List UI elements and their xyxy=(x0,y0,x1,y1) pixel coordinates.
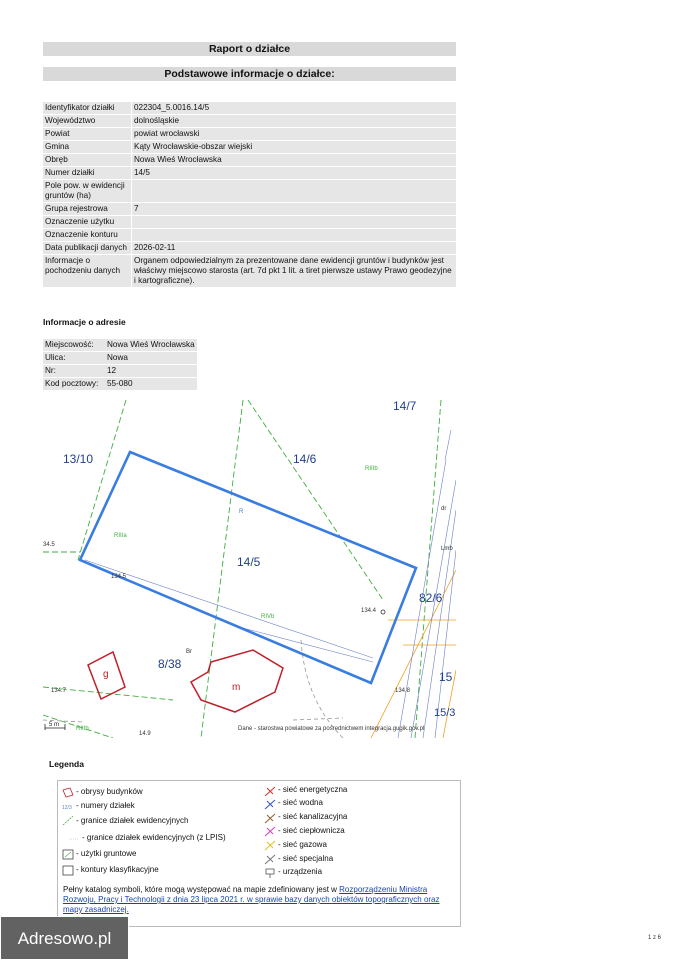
table-row xyxy=(43,180,456,202)
label-134-8: 134.8 xyxy=(395,688,411,694)
row-value: 022304_5.0016.14/5 xyxy=(131,102,456,114)
legend-note-text: Pełny katalog symboli, które mogą występować na mapie zdefiniowany jest w xyxy=(63,885,340,894)
row-value: Nowa xyxy=(105,352,197,364)
table-row xyxy=(43,141,456,153)
row-label: Obręb xyxy=(43,154,131,166)
label-134-5: 134.5 xyxy=(111,574,127,580)
label-14-5: 14/5 xyxy=(237,555,261,569)
row-label: Data publikacji danych xyxy=(43,242,131,254)
label-14-7: 14/7 xyxy=(393,400,417,413)
table-row xyxy=(43,352,197,364)
scale-bar xyxy=(45,722,65,730)
row-value xyxy=(131,180,456,202)
row-label: Grupa rejestrowa xyxy=(43,203,131,215)
regulation-link[interactable]: Rozporządzeniu Ministra Rozwoju, Pracy i Technologii z dnia 23 lipca 2021 r. w sprawie bazy danych obiektów topograficznych oraz mapy zasadniczej. xyxy=(63,885,440,914)
label-134-7: 134.7 xyxy=(51,688,67,694)
row-label: Miejscowość: xyxy=(43,339,105,351)
watermark-logo: Adresowo.pl xyxy=(0,916,129,960)
legend-item-label: - granice działek ewidencyjnych xyxy=(76,816,189,825)
row-label: Ulica: xyxy=(43,352,105,364)
table-row xyxy=(43,203,456,215)
heat-network-icon xyxy=(264,824,276,835)
table-row xyxy=(43,255,456,287)
sewer-network-icon xyxy=(264,811,276,822)
row-value: Organem odpowiedzialnym za prezentowane dane ewidencji gruntów i budynków jest właściwy miejscowo starosta (art. 7d pkt 1 lit. a tiret pierwsze ustawy Prawo geodezyjne i kartograficzne). xyxy=(131,255,456,287)
legend-item-label: - kontury klasyfikacyjne xyxy=(76,865,159,874)
legend-heading: Legenda xyxy=(49,759,84,769)
row-value: 2026-02-11 xyxy=(131,242,456,254)
map-credit: Dane - starostwa powiatowe za pośrednictwem integracja.gugik.gov.pl xyxy=(238,726,425,732)
terrain-lines xyxy=(43,640,343,738)
row-value xyxy=(131,229,456,241)
parcel-map xyxy=(43,400,456,738)
row-value: Nowa Wieś Wrocławska xyxy=(107,340,195,349)
label-134-4: 134.4 xyxy=(361,608,377,614)
label-14-9: 14.9 xyxy=(139,731,151,737)
report-title: Raport o działce xyxy=(43,42,456,56)
legend-item-label: - sieć ciepłownicza xyxy=(278,826,345,835)
energy-network-icon xyxy=(264,784,276,795)
row-label: Kod pocztowy: xyxy=(43,378,105,390)
gas-network-icon xyxy=(264,838,276,849)
label-lmb: Lmb xyxy=(441,546,453,552)
table-row xyxy=(43,216,456,228)
row-label: Oznaczenie użytku xyxy=(43,216,131,228)
parcel-number-icon xyxy=(62,799,74,810)
row-value: 12 xyxy=(105,365,197,377)
land-use-icon xyxy=(62,847,74,858)
legend-item-label: - użytki gruntowe xyxy=(76,849,137,858)
building-m xyxy=(191,650,283,712)
label-building-m: m xyxy=(232,682,241,693)
label-13-10: 13/10 xyxy=(63,452,94,466)
row-label: Powiat xyxy=(43,128,131,140)
label-br: Br xyxy=(186,649,192,655)
page-number: 1 z 6 xyxy=(648,935,662,941)
row-label: Oznaczenie konturu xyxy=(43,229,131,241)
table-row xyxy=(43,128,456,140)
row-label: Gmina xyxy=(43,141,131,153)
table-row xyxy=(43,167,456,179)
soil-class-icon xyxy=(62,863,74,874)
row-value: 14/5 xyxy=(131,167,456,179)
scale-bar-label: 5 m xyxy=(49,722,60,728)
table-row xyxy=(43,378,197,390)
label-8-38: 8/38 xyxy=(158,657,182,671)
survey-point xyxy=(381,610,385,614)
row-value: Nowa Wieś Wrocławska xyxy=(131,154,456,166)
legend-item-label: - sieć energetyczna xyxy=(278,785,348,794)
legend-item-label: - obrysy budynków xyxy=(76,787,143,796)
label-15-3: 15/3 xyxy=(434,707,456,719)
legend-box xyxy=(57,780,461,927)
label-34-5: 34.5 xyxy=(43,542,55,548)
address-heading: Informacje o adresie xyxy=(43,317,126,327)
label-dr: dr xyxy=(441,506,447,512)
label-riiib: RIIIb xyxy=(365,466,378,472)
legend-item-label: - sieć kanalizacyjna xyxy=(278,812,348,821)
svg-text:12/3: 12/3 xyxy=(62,805,72,811)
label-riiia: RIIIa xyxy=(114,533,127,539)
label-15: 15 xyxy=(439,670,453,684)
table-row xyxy=(43,339,197,351)
legend-note xyxy=(63,885,455,915)
table-row xyxy=(43,154,456,166)
map-canvas xyxy=(43,400,456,738)
building-outline-icon xyxy=(62,785,74,796)
label-r: R xyxy=(239,509,244,515)
row-value: powiat wrocławski xyxy=(131,128,456,140)
legend-item-label: - urządzenia xyxy=(278,867,323,876)
legend-item-label: - numery działek xyxy=(76,801,135,810)
row-label: Województwo xyxy=(43,115,131,127)
parcel-info-table xyxy=(43,101,456,288)
legend-item-label: - granice działek ewidencyjnych (z LPIS) xyxy=(82,833,226,842)
label-building-g: g xyxy=(103,669,109,680)
label-14-6: 14/6 xyxy=(293,452,317,466)
row-label: Nr: xyxy=(43,365,105,377)
row-label: Numer działki xyxy=(43,167,131,179)
table-row xyxy=(43,242,456,254)
row-label: Identyfikator działki xyxy=(43,102,131,114)
row-value: 7 xyxy=(131,203,456,215)
row-value: 55-080 xyxy=(105,378,197,390)
lpis-boundary-icon xyxy=(68,831,80,842)
legend-item-label: - sieć gazowa xyxy=(278,840,327,849)
table-row xyxy=(43,115,456,127)
label-rivb: RIVb xyxy=(261,614,275,620)
water-network-icon xyxy=(264,797,276,808)
row-value: dolnośląskie xyxy=(131,115,456,127)
label-scale-class: RIIIb xyxy=(76,726,89,732)
row-label: Informacje o pochodzeniu danych xyxy=(43,255,131,287)
device-icon xyxy=(264,866,276,877)
parcel-boundary-icon xyxy=(62,813,74,824)
table-row xyxy=(43,102,456,114)
table-row xyxy=(43,365,197,377)
legend-item-label: - sieć specjalna xyxy=(278,854,334,863)
special-network-icon xyxy=(264,852,276,863)
row-label: Pole pow. w ewidencji gruntów (ha) xyxy=(43,180,131,202)
address-table xyxy=(43,338,197,391)
row-value: Kąty Wrocławskie-obszar wiejski xyxy=(131,141,456,153)
table-row xyxy=(43,229,456,241)
label-82-6: 82/6 xyxy=(419,591,443,605)
legend-item-label: - sieć wodna xyxy=(278,798,323,807)
row-value xyxy=(131,216,456,228)
section-title-basic-info: Podstawowe informacje o działce: xyxy=(43,67,456,81)
